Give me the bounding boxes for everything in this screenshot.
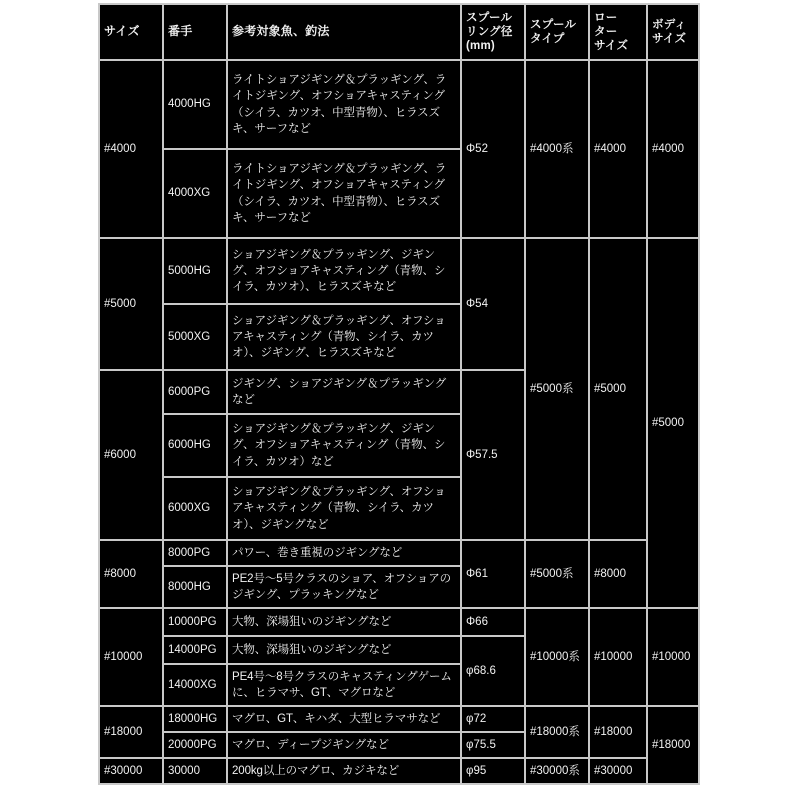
column-header-model: 番手 [164,5,226,59]
column-header-size: サイズ [100,5,162,59]
rotor-size-line1: ロー [594,11,618,24]
cell-rotor-size: #4000 [590,61,646,237]
cell-spool-type: #5000系 [526,239,588,539]
cell-spool-type: #10000系 [526,609,588,705]
cell-model: 4000HG [164,61,226,148]
cell-size: #30000 [100,759,162,783]
cell-size: #5000 [100,239,162,369]
cell-description: PE4号～8号クラスのキャスティングゲームに、ヒラマサ、GT、マグロなど [228,665,460,705]
cell-spool-type: #5000系 [526,541,588,607]
cell-model: 14000PG [164,637,226,663]
cell-model: 8000PG [164,541,226,565]
body-size-line1: ボディ [652,18,687,31]
table-row [100,759,698,783]
column-header-target-fish-method: 参考対象魚、釣法 [228,5,460,59]
cell-description: ショアジギング＆プラッギング、ジギング、オフショアキャスティング（青物、シイラ、カツオ）、ヒラスズキなど [228,239,460,303]
cell-spool-diameter: φ95 [462,759,524,783]
rotor-size-line3: サイズ [594,40,629,52]
cell-description: ショアジギング＆プラッギング、オフショアキャスティング（青物、シイラ、カツオ）、ジギングなど [228,478,460,539]
cell-description: パワー、巻き重視のジギングなど [228,541,460,565]
cell-size: #8000 [100,541,162,607]
cell-description: 200kg以上のマグロ、カジキなど [228,759,460,783]
column-header-body-size [648,5,698,59]
cell-size: #6000 [100,371,162,539]
cell-model: 4000XG [164,150,226,237]
cell-description: 大物、深場狙いのジギングなど [228,609,460,635]
cell-size: #10000 [100,609,162,705]
spool-ring-diameter-line3: (mm) [466,40,495,52]
cell-spool-type: #18000系 [526,707,588,757]
cell-description: マグロ、ディープジギングなど [228,733,460,757]
cell-body-size: #5000 [648,239,698,607]
table-row [100,609,698,635]
cell-rotor-size: #18000 [590,707,646,757]
spool-ring-diameter-line1: スプール [466,11,513,24]
cell-model: 14000XG [164,665,226,705]
cell-spool-diameter: φ68.6 [462,637,524,705]
cell-spool-type: #30000系 [526,759,588,783]
table-body [100,61,698,783]
cell-description: ライトショアジギング＆プラッギング、ライトジギング、オフショアキャスティング（シイラ、カツオ、中型青物）、ヒラスズキ、サーフなど [228,61,460,148]
cell-model: 5000HG [164,239,226,303]
cell-spool-diameter: φ72 [462,707,524,731]
cell-description: ライトショアジギング＆プラッギング、ライトジギング、オフショアキャスティング（シイラ、カツオ、中型青物）、ヒラスズキ、サーフなど [228,150,460,237]
cell-rotor-size: #30000 [590,759,646,783]
cell-model: 10000PG [164,609,226,635]
cell-model: 6000PG [164,371,226,413]
cell-model: 6000XG [164,478,226,539]
cell-spool-diameter: Φ52 [462,61,524,237]
spec-table-container [98,3,691,784]
cell-model: 30000 [164,759,226,783]
cell-spool-diameter: Φ66 [462,609,524,635]
cell-model: 20000PG [164,733,226,757]
cell-model: 6000HG [164,415,226,476]
cell-body-size: #18000 [648,707,698,783]
cell-body-size: #10000 [648,609,698,705]
cell-spool-diameter: Φ61 [462,541,524,607]
column-header-spool-type [526,5,588,59]
cell-description: ショアジギング＆プラッギング、ジギング、オフショアキャスティング（青物、シイラ、カツオ）など [228,415,460,476]
cell-spool-diameter: Φ54 [462,239,524,369]
cell-rotor-size: #8000 [590,541,646,607]
cell-description: ジギング、ショアジギング＆プラッギングなど [228,371,460,413]
column-header-spool-ring-diameter [462,5,524,59]
table-row [100,61,698,148]
cell-model: 5000XG [164,305,226,369]
cell-description: PE2号～5号クラスのショア、オフショアのジギング、プラッキングなど [228,567,460,607]
reel-spec-table [98,3,700,785]
cell-body-size: #4000 [648,61,698,237]
spool-ring-diameter-line2: リング径 [466,25,513,38]
cell-spool-diameter: Φ57.5 [462,371,524,539]
cell-model: 8000HG [164,567,226,607]
cell-description: ショアジギング＆プラッギング、オフショアキャスティング（青物、シイラ、カツオ）、ジギング、ヒラスズキなど [228,305,460,369]
cell-spool-diameter: φ75.5 [462,733,524,757]
header-row [100,5,698,59]
spool-type-line1: スプール [530,18,577,31]
cell-model: 18000HG [164,707,226,731]
cell-size: #4000 [100,61,162,237]
table-row [100,707,698,731]
table-row [100,239,698,303]
cell-rotor-size: #5000 [590,239,646,539]
cell-description: マグロ、GT、キハダ、大型ヒラマサなど [228,707,460,731]
cell-rotor-size: #10000 [590,609,646,705]
cell-spool-type: #4000系 [526,61,588,237]
cell-description: 大物、深場狙いのジギングなど [228,637,460,663]
body-size-line2: サイズ [652,33,687,45]
cell-size: #18000 [100,707,162,757]
table-row [100,541,698,565]
rotor-size-line2: ター [594,25,618,38]
table-header [100,5,698,59]
column-header-rotor-size [590,5,646,59]
spool-type-line2: タイプ [530,33,565,45]
